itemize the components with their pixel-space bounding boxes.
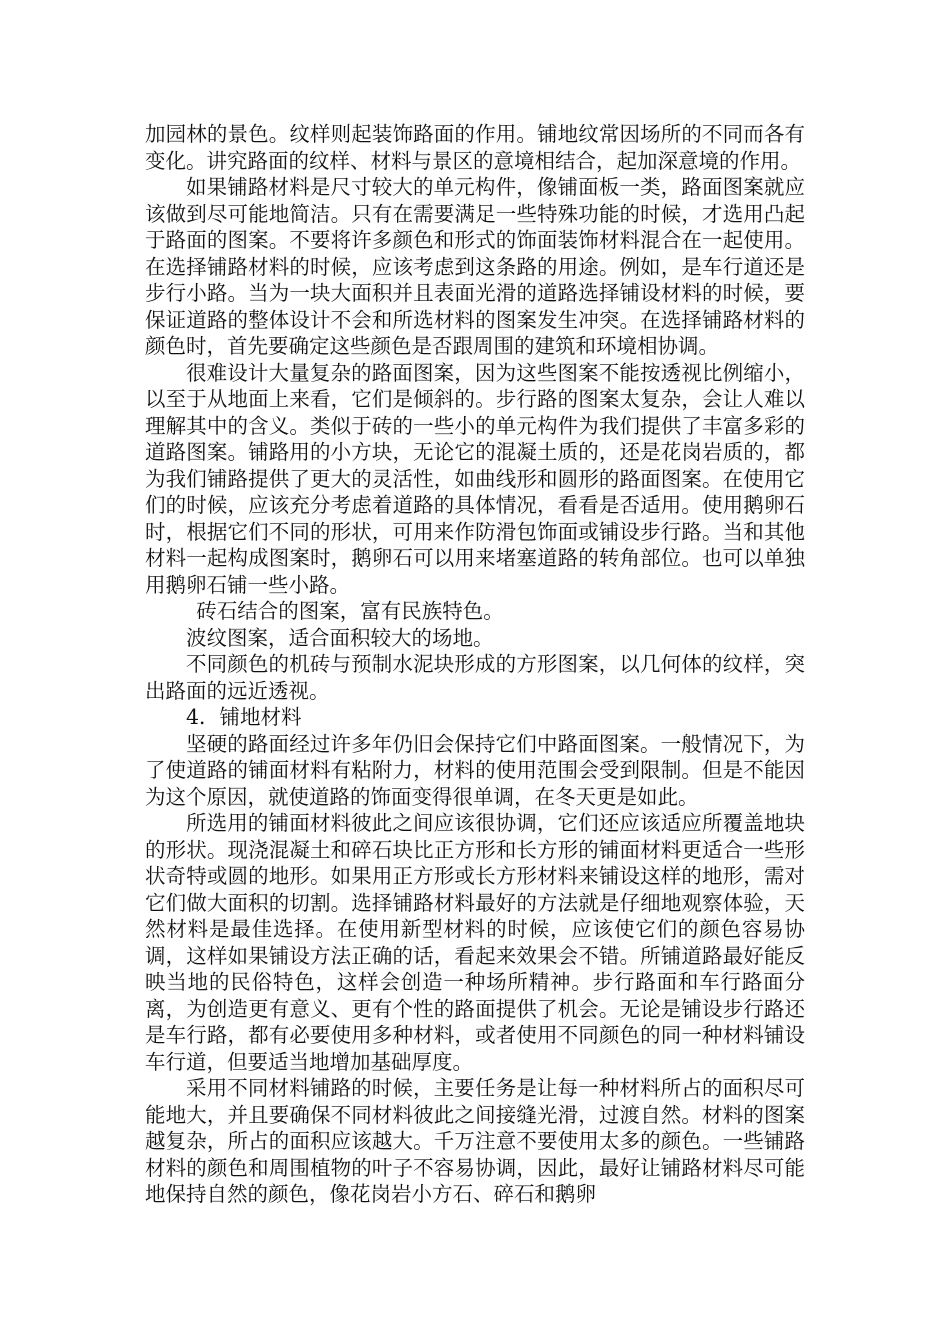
paragraph-mixed-materials: 采用不同材料铺路的时候，主要任务是让每一种材料所占的面积尽可能地大，并且要确保不同材料彼此之间接缝光滑，过渡自然。材料的图案越复杂，所占的面积应该越大。千万注意不要使用太多的颜色。一些铺路材料的颜色和周围植物的叶子不容易协调，因此，最好让铺路材料尽可能地保持自然的颜色，像花岗岩小方石、碎石和鹅卵 bbox=[145, 1076, 805, 1206]
paragraph-square-pattern: 不同颜色的机砖与预制水泥块形成的方形图案，以几何体的纹样，突出路面的远近透视。 bbox=[145, 652, 805, 703]
paragraph-wave-pattern: 波纹图案，适合面积较大的场地。 bbox=[186, 625, 494, 650]
paragraph-material-harmony: 所选用的铺面材料彼此之间应该很协调，它们还应该适应所覆盖地块的形状。现浇混凝土和碎石块比正方形和长方形的铺面材料更适合一些形状奇特或圆的地形。如果用正方形或长方形材料来铺设这样的地形，需对它们做大面积的切割。选择铺路材料最好的方法就是仔细地观察体验，天然材料是最佳选择。在使用新型材料的时候，应该使它们的颜色容易协调，这样如果铺设方法正确的话，看起来效果会不错。所铺道路最好能反映当地的民俗特色，这样会创造一种场所精神。步行路面和车行路面分离，为创造更有意义、更有个性的路面提供了机会。无论是铺设步行路还是车行路，都有必要使用多种材料，或者使用不同颜色的同一种材料铺设车行道，但要适当地增加基础厚度。 bbox=[145, 811, 805, 1074]
paragraph-complex-patterns: 很难设计大量复杂的路面图案，因为这些图案不能按透视比例缩小，以至于从地面上来看，它们是倾斜的。步行路的图案太复杂，会让人难以理解其中的含义。类似于砖的一些小的单元构件为我们提供了丰富多彩的道路图案。铺路用的小方块，无论它的混凝土质的，还是花岗岩质的，都为我们铺路提供了更大的灵活性，如曲线形和圆形的路面图案。在使用它们的时候，应该充分考虑着道路的具体情况，看看是否适用。使用鹅卵石时，根据它们不同的形状，可用来作防滑包饰面或铺设步行路。当和其他材料一起构成图案时，鹅卵石可以用来堵塞道路的转角部位。也可以单独用鹅卵石铺一些小路。 bbox=[145, 360, 805, 597]
document-body bbox=[145, 121, 805, 1208]
section-heading-paving-materials: 4．铺地材料 bbox=[186, 705, 302, 729]
paragraph-hard-surface: 坚硬的路面经过许多年仍旧会保持它们中路面图案。一般情况下，为了使道路的铺面材料有粘附力，材料的使用范围会受到限制。但是不能因为这个原因，就使道路的饰面变得很单调，在冬天更是如此。 bbox=[145, 731, 805, 809]
paragraph-large-unit-materials: 如果铺路材料是尺寸较大的单元构件，像铺面板一类，路面图案就应该做到尽可能地简洁。只有在需要满足一些特殊功能的时候，才选用凸起于路面的图案。不要将许多颜色和形式的饰面装饰材料混合在一起使用。在选择铺路材料的时候，应该考虑到这条路的用途。例如，是车行道还是步行小路。当为一块大面积并且表面光滑的道路选择铺设材料的时候，要保证道路的整体设计不会和所选材料的图案发生冲突。在选择铺路材料的颜色时，首先要确定这些颜色是否跟周围的建筑和环境相协调。 bbox=[145, 175, 805, 358]
paragraph-landscape-patterns: 加园林的景色。纹样则起装饰路面的作用。铺地纹常因场所的不同而各有变化。讲究路面的纹样、材料与景区的意境相结合，起加深意境的作用。 bbox=[145, 122, 805, 173]
paragraph-brick-stone-pattern: 砖石结合的图案，富有民族特色。 bbox=[196, 599, 504, 623]
